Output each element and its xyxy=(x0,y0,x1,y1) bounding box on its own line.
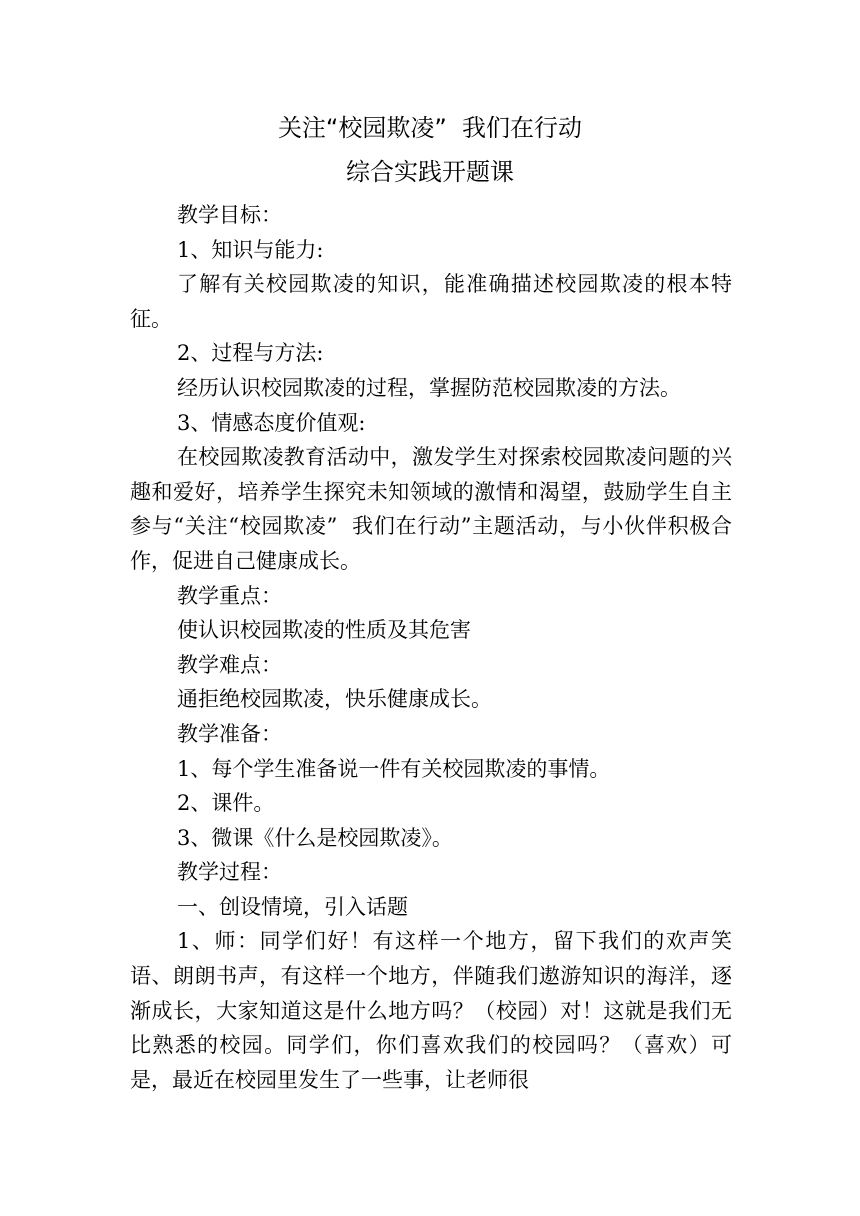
section-heading-objectives: 教学目标： xyxy=(177,203,282,227)
preparation-item-1: 1、每个学生准备说一件有关校园欺凌的事情。 xyxy=(177,756,611,781)
objective-heading-knowledge: 1、知识与能力: xyxy=(177,237,324,262)
objective-heading-attitude: 3、情感态度价值观: xyxy=(177,410,366,435)
objective-text-process: 经历认识校园欺凌的过程，掌握防范校园欺凌的方法。 xyxy=(177,375,681,400)
section-heading-preparation: 教学准备： xyxy=(177,721,282,746)
objective-text-knowledge: 了解有关校园欺凌的知识，能准确描述校园欺凌的根本特征。 xyxy=(130,272,732,331)
section-heading-key-points: 教学重点： xyxy=(177,583,282,608)
preparation-item-3: 3、微课《什么是校园欺凌》。 xyxy=(177,825,453,850)
difficulties-text: 通拒绝校园欺凌，快乐健康成长。 xyxy=(177,687,492,712)
preparation-item-2: 2、课件。 xyxy=(177,791,275,816)
process-step-text-1: 1、师：同学们好！有这样一个地方，留下我们的欢声笑语、朗朗书声，有这样一个地方，伴随我们遨游知识的海洋，逐渐成长，大家知道这是什么地方吗？（校园）对！这就是我们无比熟悉的校园。同学们，你们喜欢我们的校园吗？（喜欢）可是，最近在校园里发生了一些事，让老师很 xyxy=(130,929,732,1092)
objective-text-attitude: 在校园欺凌教育活动中，激发学生对探索校园欺凌问题的兴趣和爱好，培养学生探究未知领域的激情和渴望，鼓励学生自主参与“关注“校园欺凌” 我们在行动”主题活动，与小伙伴积极合作，促进自己健康成长。 xyxy=(130,445,732,573)
document-body xyxy=(130,198,732,1097)
key-points-text: 使认识校园欺凌的性质及其危害 xyxy=(177,618,471,643)
section-heading-process: 教学过程： xyxy=(177,860,282,885)
objective-heading-process: 2、过程与方法: xyxy=(177,341,324,366)
document-subtitle: 综合实践开题课 xyxy=(346,158,514,186)
section-heading-difficulties: 教学难点： xyxy=(177,652,282,677)
document-title: 关注“校园欺凌” 我们在行动 xyxy=(277,114,583,142)
process-step-heading-1: 一、创设情境，引入话题 xyxy=(177,894,408,919)
